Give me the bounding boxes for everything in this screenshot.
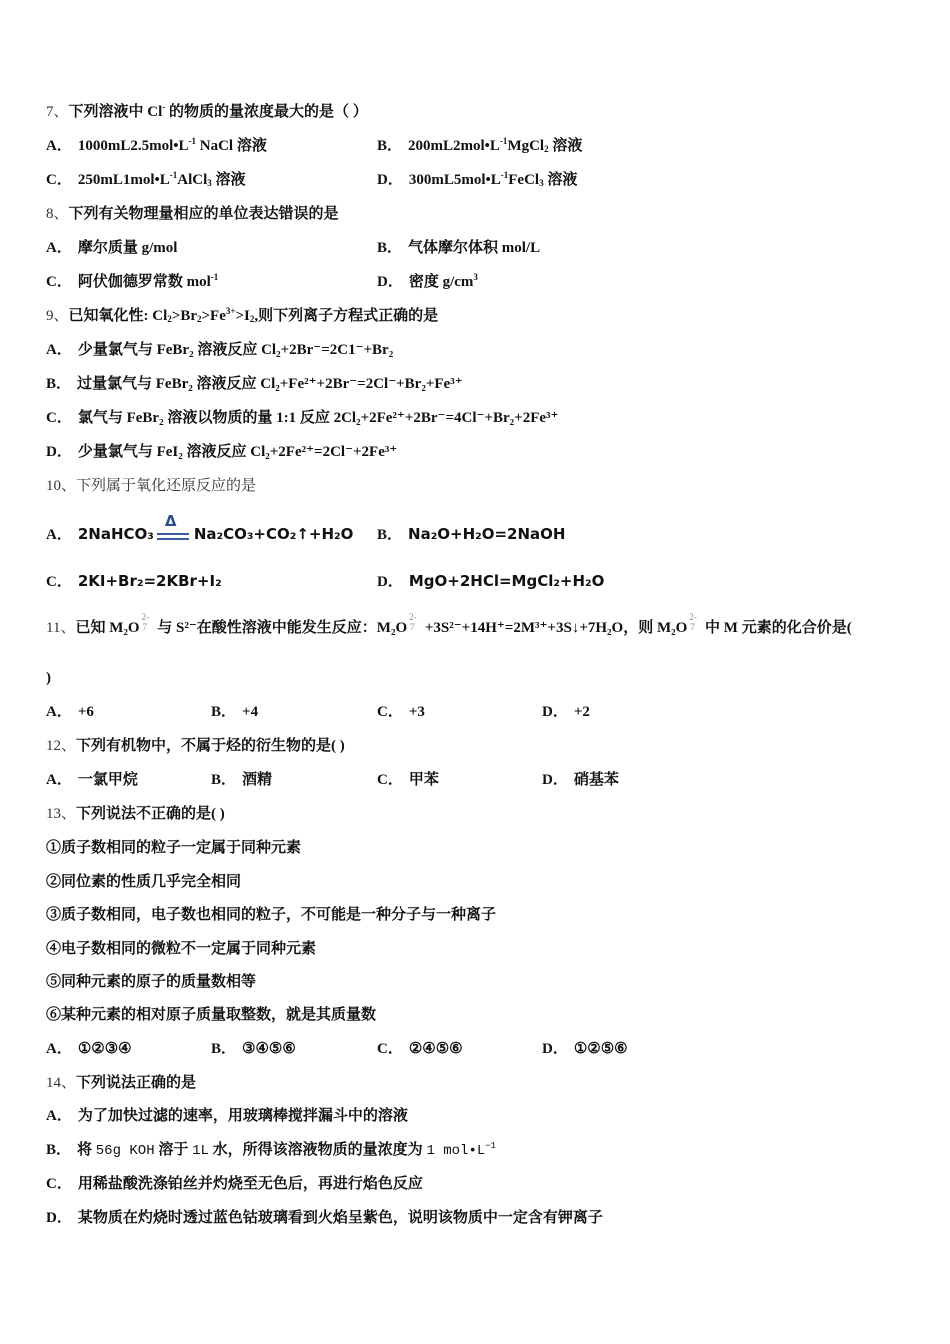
option-label: A． [46,704,72,720]
stem-text: ,则下列离子方程式正确的是 [254,308,439,324]
question-13-stem [46,804,225,824]
superscript: 3 [473,272,478,282]
q11-option-d[interactable] [542,702,590,722]
q9-option-a[interactable] [46,340,393,360]
option-label: B． [46,376,72,392]
subscript: 2 [249,314,255,324]
option-text: 溶液 [543,172,578,188]
superscript: −1 [485,1141,497,1151]
question-14-stem [46,1073,196,1093]
option-text: 溶液 [211,172,246,188]
option-label: C． [377,772,403,788]
option-label: B． [211,1041,237,1057]
option-label: C． [46,172,72,188]
q11-option-b[interactable] [211,702,258,722]
option-text: 将 [77,1142,93,1158]
q12-option-d[interactable] [542,770,619,790]
charge: 2- [141,611,150,622]
question-number: 10、 [46,478,77,494]
option-label: B． [211,772,237,788]
charge: 2- [409,611,417,622]
question-12-stem [46,736,345,756]
option-text: 阿伏伽德罗常数 mol [77,274,211,290]
q12-option-b[interactable] [211,770,272,790]
option-text: 气体摩尔体积 mol/L [408,240,541,256]
option-text: 一氯甲烷 [77,772,138,788]
option-label: C． [46,274,72,290]
stem-text: >I [235,308,250,324]
option-text: 某物质在灼烧时透过蓝色钴玻璃看到火焰呈紫色，说明该物质中一定含有钾离子 [77,1210,603,1226]
q14-option-a[interactable] [46,1106,408,1126]
q7-option-a[interactable] [46,136,267,156]
option-label: B． [377,240,403,256]
option-text: MgO+2HCl=MgCl₂+H₂O [408,572,605,590]
q13-statement-5: ⑤同种元素的原子的质量数相等 [46,974,257,990]
option-text: 少量氯气与 FeBr₂ 溶液反应 Cl₂+2Br⁻=2C1⁻+Br₂ [77,342,394,358]
q12-option-a[interactable] [46,770,138,790]
q9-option-c[interactable] [46,408,558,428]
q13-option-c[interactable] [377,1039,463,1059]
q13-statement-1: ①质子数相同的粒子一定属于同种元素 [46,840,302,856]
subscript: 3 [207,178,212,188]
option-label: C． [377,704,403,720]
option-text: 1 mol•L [426,1143,486,1159]
option-label: D． [377,274,403,290]
option-text: 1L [192,1143,209,1159]
question-10-stem [46,476,256,496]
option-text: +6 [77,704,94,720]
stem-text: >Fe [201,308,226,324]
stem-text: +3S²⁻+14H⁺=2M³⁺+3S↓+7H₂O，则 M₂O [421,620,688,636]
option-text: ②④⑤⑥ [408,1041,463,1057]
stem-text: 下列说法正确的是 [76,1075,197,1091]
option-label: B． [377,527,403,543]
equation-reactants: 2NaHCO₃ [77,525,154,543]
option-label: C． [377,1041,403,1057]
q11-option-c[interactable] [377,702,425,722]
q13-option-b[interactable] [211,1039,296,1059]
q8-option-b[interactable] [377,238,540,258]
q8-option-c[interactable] [46,272,218,292]
superscript: -1 [210,272,219,282]
stem-text: 下列溶液中 Cl [68,104,163,120]
question-7-stem [46,102,368,122]
question-11-stem-close [46,668,51,688]
heating-equals-sign [157,511,191,543]
option-text: ①②③④ [77,1041,132,1057]
stem-text: 已知氧化性: Cl [68,308,168,324]
option-label: C． [46,410,72,426]
stem-text: 下列说法不正确的是( ) [76,806,225,822]
stem-text: 下列有机物中，不属于烃的衍生物的是( ) [76,738,345,754]
option-label: A． [46,772,72,788]
question-11-stem [46,611,852,638]
q9-option-b[interactable] [46,374,463,394]
option-text: 硝基苯 [573,772,619,788]
option-text: +2 [573,704,590,720]
q13-option-a[interactable] [46,1039,132,1059]
option-text: 溶液 [548,138,583,154]
option-text: 200mL2mol•L [408,138,500,154]
q13-statement-3: ③质子数相同，电子数也相同的粒子，不可能是一种分子与一种离子 [46,907,497,923]
option-label: B． [211,704,237,720]
question-number: 11、 [46,620,76,636]
superscript: - [162,102,166,112]
option-label: A． [46,527,72,543]
option-text: 甲苯 [408,772,439,788]
q8-option-a[interactable] [46,238,177,258]
q10-option-b[interactable] [377,524,565,545]
option-text: 溶于 [158,1142,189,1158]
q10-option-d[interactable] [377,571,604,592]
stem-text: ) [46,670,51,686]
option-text: MgCl [507,138,545,154]
q13-option-d[interactable] [542,1039,628,1059]
subscript: 2 [544,144,549,154]
option-text: NaCl 溶液 [196,138,267,154]
stem-text: 下列属于氧化还原反应的是 [76,478,257,494]
option-text: +4 [242,704,259,720]
subscript: 7 [410,621,415,632]
subscript: 3 [539,178,544,188]
option-text: 少量氯气与 FeI₂ 溶液反应 Cl₂+2Fe²⁺=2Cl⁻+2Fe³⁺ [77,444,398,460]
option-label: C． [46,574,72,590]
stem-text: 的物质的量浓度最大的是（ ） [165,104,368,120]
delta-heat-icon: Δ [164,511,177,530]
subscript: 2 [167,314,172,324]
option-text: 酒精 [242,772,273,788]
option-label: A． [46,240,72,256]
option-text: 300mL5mol•L [408,172,501,188]
q7-option-b[interactable] [377,136,582,156]
q7-option-c[interactable] [46,170,246,190]
subscript: 7 [690,621,695,632]
stem-text: 中 M 元素的化合价是( [701,620,852,636]
question-number: 13、 [46,806,77,822]
option-label: D． [377,172,403,188]
superscript: -1 [499,136,508,146]
option-text: 250mL1mol•L [77,172,170,188]
charge: 2- [689,611,697,622]
option-label: D． [542,1041,568,1057]
q13-statement-2: ②同位素的性质几乎完全相同 [46,874,242,890]
option-label: D． [377,574,403,590]
option-label: A． [46,1041,72,1057]
superscript: -1 [500,170,509,180]
option-text: 56g KOH [95,1143,155,1159]
ion-charge [687,611,701,637]
option-text: 密度 g/cm [408,274,474,290]
stem-text: >Br [171,308,197,324]
ion-charge [140,611,154,637]
option-label: A． [46,342,72,358]
stem-text: 下列有关物理量相应的单位表达错误的是 [68,206,339,222]
q11-option-a[interactable] [46,702,94,722]
option-text: 2KI+Br₂=2KBr+I₂ [77,572,222,590]
option-label: A． [46,138,72,154]
equals-bar [157,533,189,535]
question-number: 8、 [46,206,69,222]
superscript: -1 [188,136,197,146]
q10-option-a[interactable] [46,511,354,545]
stem-text: 已知 M₂O [75,620,140,636]
option-text: 过量氯气与 FeBr₂ 溶液反应 Cl₂+Fe²⁺+2Br⁻=2Cl⁻+Br₂+Fe³⁺ [77,376,463,392]
q7-option-d[interactable] [377,170,577,190]
question-number: 7、 [46,104,69,120]
question-8-stem [46,204,339,224]
q13-statement-6: ⑥某种元素的相对原子质量取整数，就是其质量数 [46,1007,377,1023]
q14-option-d[interactable] [46,1208,603,1228]
question-number: 14、 [46,1075,77,1091]
question-number: 12、 [46,738,77,754]
option-text: Na₂O+H₂O=2NaOH [408,525,566,543]
equals-bar [157,538,189,540]
question-9-stem [46,306,438,326]
q10-option-c[interactable] [46,571,222,592]
option-text: 氯气与 FeBr₂ 溶液以物质的量 1:1 反应 2Cl₂+2Fe²⁺+2Br⁻=4Cl⁻+Br₂+2Fe³⁺ [77,410,559,426]
superscript: -1 [169,170,178,180]
q9-option-d[interactable] [46,442,397,462]
q14-option-b[interactable] [46,1140,496,1161]
option-text: 用稀盐酸洗涤铂丝并灼烧至无色后，再进行焰色反应 [77,1176,423,1192]
option-text: ③④⑤⑥ [242,1041,296,1057]
option-text: FeCl [508,172,540,188]
option-text: 摩尔质量 g/mol [77,240,178,256]
option-text: +3 [408,704,425,720]
option-text: ①②⑤⑥ [573,1041,628,1057]
option-label: D． [542,772,568,788]
subscript: 2 [196,314,202,324]
equation-products: Na₂CO₃+CO₂↑+H₂O [193,525,354,543]
option-label: A． [46,1108,72,1124]
q14-option-c[interactable] [46,1174,423,1194]
subscript: 7 [142,621,148,632]
option-label: D． [46,444,72,460]
option-label: B． [46,1142,72,1158]
q13-statement-4: ④电子数相同的微粒不一定属于同种元素 [46,941,317,957]
option-text: AlCl [177,172,208,188]
option-label: B． [377,138,403,154]
option-text: 为了加快过滤的速率，用玻璃棒搅拌漏斗中的溶液 [77,1108,408,1124]
option-label: C． [46,1176,72,1192]
option-label: D． [542,704,568,720]
q12-option-c[interactable] [377,770,439,790]
question-number: 9、 [46,308,69,324]
option-text: 水，所得该溶液物质的量浓度为 [212,1142,423,1158]
ion-charge [407,611,421,637]
option-label: D． [46,1210,72,1226]
superscript: 3+ [225,306,236,316]
stem-text: 与 S²⁻在酸性溶液中能发生反应：M₂O [153,620,408,636]
option-text: 1000mL2.5mol•L [77,138,189,154]
q8-option-d[interactable] [377,272,478,292]
